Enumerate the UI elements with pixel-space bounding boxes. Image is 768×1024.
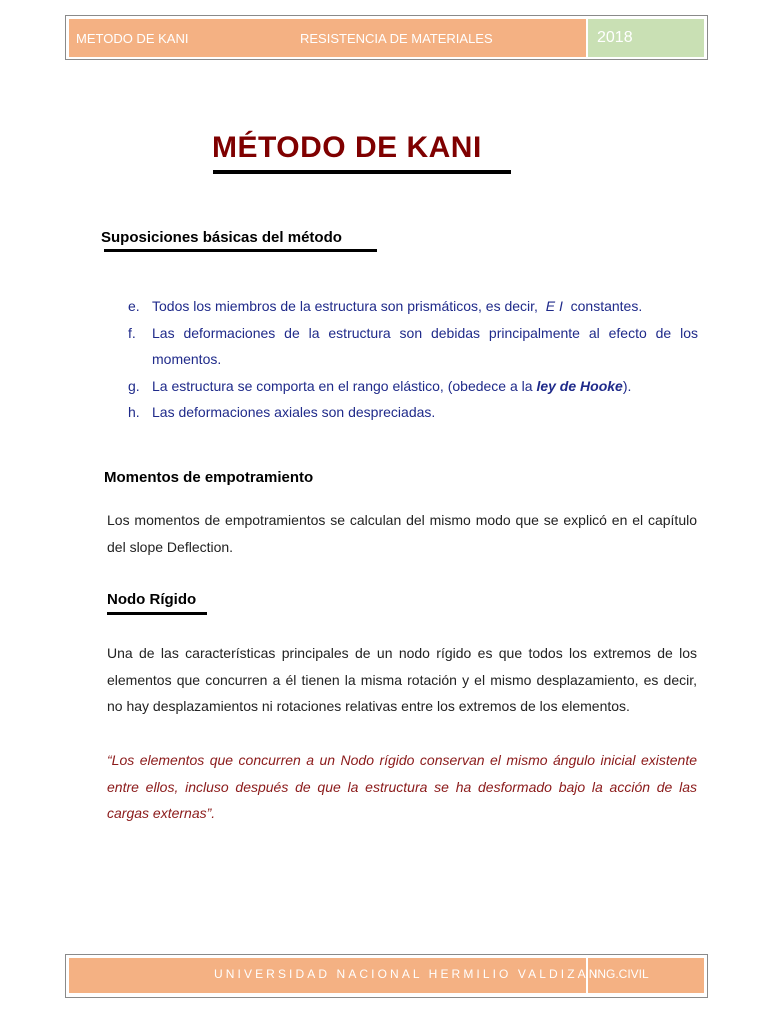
- section-underline: [107, 612, 207, 615]
- list-marker: g.: [128, 378, 140, 394]
- page-title: MÉTODO DE KANI: [212, 131, 482, 164]
- title-underline: [213, 170, 511, 174]
- quote-nodo-rigido: “Los elementos que concurren a un Nodo rígido conservan el mismo ángulo inicial existente entre ellos, incluso después de que la estructura se ha desformado bajo la acción de las cargas externas”.: [107, 752, 697, 821]
- list-marker: f.: [128, 325, 136, 341]
- list-text-after: constantes.: [570, 298, 643, 314]
- list-item-text: Las deformaciones axiales son despreciadas.: [152, 404, 436, 420]
- list-item: [128, 373, 698, 399]
- paragraph-momentos: Los momentos de empotramientos se calculan del mismo modo que se explicó en el capítulo del slope Deflection.: [107, 512, 697, 555]
- list-marker: e.: [128, 298, 140, 314]
- list-marker: h.: [128, 404, 140, 420]
- header-year: 2018: [597, 29, 633, 46]
- list-text-before: Todos los miembros de la estructura son prismáticos, es decir,: [152, 298, 538, 314]
- section-heading-suposiciones: Suposiciones básicas del método: [101, 229, 342, 246]
- list-item-text: [152, 373, 698, 399]
- section-underline: [104, 249, 377, 252]
- list-text-after: ).: [622, 378, 632, 394]
- section-heading-momentos: Momentos de empotramiento: [104, 469, 314, 486]
- hooke-emphasis: ley de Hooke: [536, 378, 623, 394]
- header-course-title: METODO DE KANI: [76, 31, 189, 46]
- list-item: [128, 293, 698, 319]
- paragraph-nodo-rigido: Una de las características principales de un nodo rígido es que todos los extremos de los elementos que concurren a él tienen la misma rotación y el mismo desplazamiento, es decir, no hay desplazamientos ni rotaciones relativas entre los extremos de los elementos.: [107, 645, 697, 714]
- list-item-text: Las deformaciones de la estructura son debidas principalmente al efecto de los momentos.: [152, 325, 698, 367]
- list-text-before: La estructura se comporta en el rango elástico, (obedece a la: [152, 378, 533, 394]
- header-subject: RESISTENCIA DE MATERIALES: [300, 31, 493, 46]
- footer-university: UNIVERSIDAD NACIONAL HERMILIO VALDIZAN: [214, 967, 601, 981]
- list-item-text: [152, 293, 698, 319]
- list-item: [128, 399, 698, 425]
- list-item: [128, 320, 698, 372]
- footer-department: ING.CIVIL: [594, 967, 649, 981]
- section-heading-nodo-rigido: Nodo Rígido: [107, 591, 197, 608]
- ei-symbol: E I: [545, 298, 563, 314]
